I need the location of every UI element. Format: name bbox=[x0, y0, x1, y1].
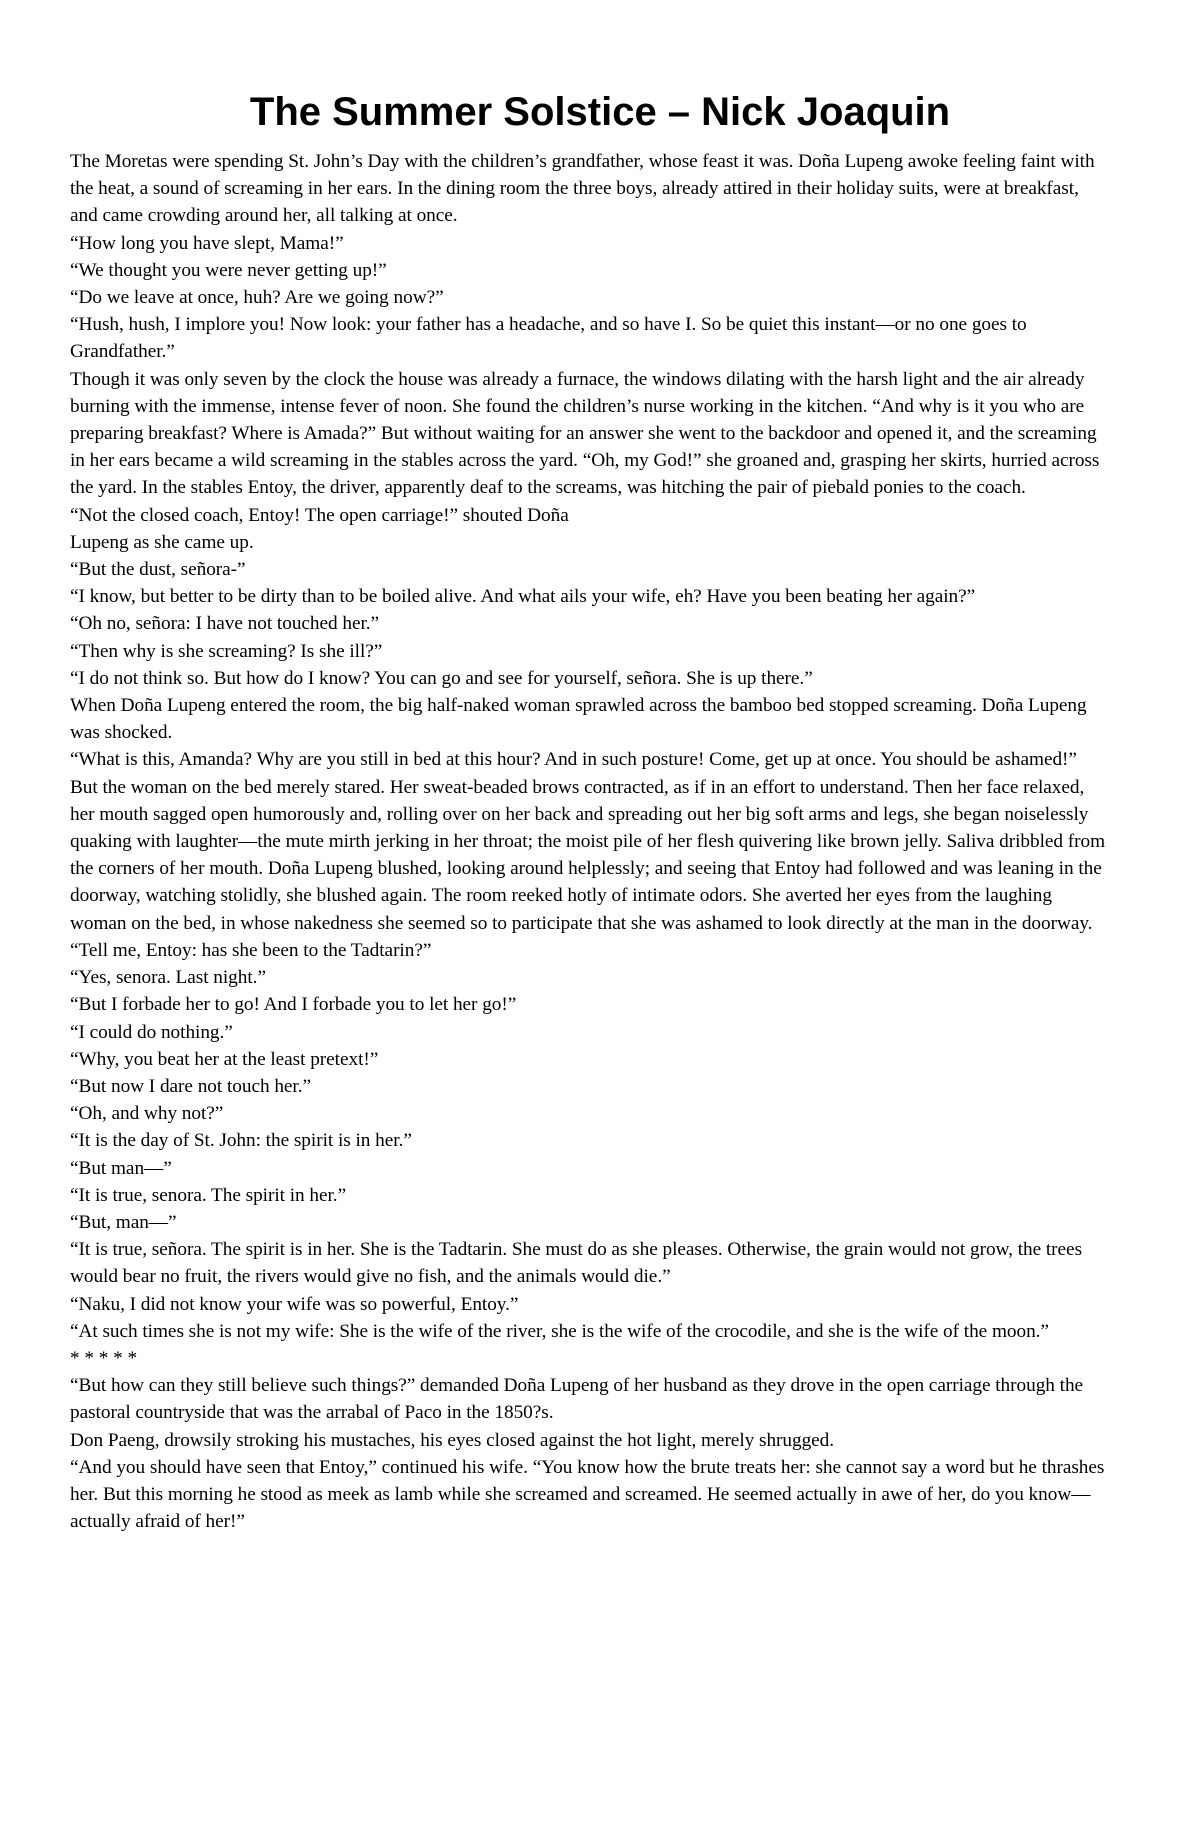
paragraph: The Moretas were spending St. John’s Day with the children’s grandfather, whose feast it was. Doña Lupeng awoke feeling faint with the heat, a sound of screaming in her ears. In the dining room the three boys, already attired in their holiday suits, were at breakfast, and came crowding around her, all talking at once. bbox=[70, 151, 1095, 227]
paragraph: “It is true, señora. The spirit is in her. She is the Tadtarin. She must do as she pleases. Otherwise, the grain would not grow, the trees would bear no fruit, the rivers would give no fish, and the animals would die.” bbox=[70, 1239, 1083, 1288]
paragraph: “Not the closed coach, Entoy! The open carriage!” shouted Doña bbox=[70, 504, 569, 526]
paragraph: “I do not think so. But how do I know? You can go and see for yourself, señora. She is up there.” bbox=[70, 667, 813, 689]
paragraph: “Oh no, señora: I have not touched her.” bbox=[70, 613, 380, 635]
paragraph: “Yes, senora. Last night.” bbox=[70, 967, 266, 989]
paragraph: But the woman on the bed merely stared. Her sweat-beaded brows contracted, as if in an effort to understand. Then her face relaxed, her mouth sagged open humorously and, rolling over on her back and spreading out her big soft arms and legs, she began noiselessly quaking with laughter—the mute mirth jerking in her throat; the moist pile of her flesh quivering like brown jelly. Saliva dribbled from the corners of her mouth. Doña Lupeng blushed, looking around helplessly; and seeing that Entoy had followed and was leaning in the doorway, watching stolidly, she blushed again. The room reeked hotly of intimate odors. She averted her eyes from the laughing woman on the bed, in whose nakedness she seemed so to participate that she was ashamed to look directly at the man in the doorway. bbox=[70, 776, 1106, 934]
paragraph: Though it was only seven by the clock the house was already a furnace, the windows dilating with the harsh light and the air already burning with the immense, intense fever of noon. She found the children’s nurse working in the kitchen. “And why is it you who are preparing breakfast? Where is Amada?” But without waiting for an answer she went to the backdoor and opened it, and the screaming in her ears became a wild screaming in the stables across the yard. “Oh, my God!” she groaned and, grasping her skirts, hurried across the yard. In the stables Entoy, the driver, apparently deaf to the screams, was hitching the pair of piebald ponies to the coach. bbox=[70, 368, 1100, 499]
paragraph: “Hush, hush, I implore you! Now look: your father has a headache, and so have I. So be quiet this instant—or no one goes to Grandfather.” bbox=[70, 314, 1027, 363]
paragraph: “Do we leave at once, huh? Are we going now?” bbox=[70, 287, 444, 309]
paragraph: “At such times she is not my wife: She is the wife of the river, she is the wife of the crocodile, and she is the wife of the moon.” bbox=[70, 1320, 1049, 1342]
paragraph: Lupeng as she came up. bbox=[70, 531, 254, 553]
paragraph: “It is true, senora. The spirit in her.” bbox=[70, 1184, 347, 1206]
paragraph: “And you should have seen that Entoy,” continued his wife. “You know how the brute treats her: she cannot say a word but he thrashes her. But this morning he stood as meek as lamb while she screamed and screamed. He seemed actually in awe of her, do you know—actually afraid of her!” bbox=[70, 1456, 1105, 1533]
paragraph: “But now I dare not touch her.” bbox=[70, 1075, 312, 1097]
paragraph: “But, man—” bbox=[70, 1211, 177, 1233]
paragraph: “Then why is she screaming? Is she ill?” bbox=[70, 640, 383, 662]
paragraph: “What is this, Amanda? Why are you still in bed at this hour? And in such posture! Come, get up at once. You should be ashamed!” bbox=[70, 749, 1077, 771]
story-body bbox=[70, 148, 1110, 1535]
paragraph: “Tell me, Entoy: has she been to the Tadtarin?” bbox=[70, 939, 432, 961]
paragraph: “But the dust, señora-” bbox=[70, 559, 246, 581]
paragraph: “We thought you were never getting up!” bbox=[70, 259, 387, 281]
paragraph: “But I forbade her to go! And I forbade you to let her go!” bbox=[70, 994, 517, 1016]
paragraph: “But man—” bbox=[70, 1157, 172, 1179]
paragraph: When Doña Lupeng entered the room, the big half-naked woman sprawled across the bamboo bed stopped screaming. Doña Lupeng was shocked. bbox=[70, 695, 1087, 744]
paragraph: “But how can they still believe such things?” demanded Doña Lupeng of her husband as they drove in the open carriage through the pastoral countryside that was the arrabal of Paco in the 1850?s. bbox=[70, 1375, 1084, 1424]
paragraph: “Naku, I did not know your wife was so powerful, Entoy.” bbox=[70, 1293, 519, 1315]
paragraph: Don Paeng, drowsily stroking his mustaches, his eyes closed against the hot light, merely shrugged. bbox=[70, 1429, 835, 1451]
paragraph: “I know, but better to be dirty than to be boiled alive. And what ails your wife, eh? Have you been beating her again?” bbox=[70, 586, 976, 608]
paragraph: “Why, you beat her at the least pretext!” bbox=[70, 1048, 379, 1070]
paragraph: “Oh, and why not?” bbox=[70, 1103, 224, 1125]
paragraph: “How long you have slept, Mama!” bbox=[70, 232, 344, 254]
document-title: The Summer Solstice – Nick Joaquin bbox=[249, 90, 951, 134]
paragraph: “It is the day of St. John: the spirit is in her.” bbox=[70, 1130, 412, 1152]
paragraph: “I could do nothing.” bbox=[70, 1021, 233, 1043]
section-break: * * * * * bbox=[70, 1347, 138, 1369]
